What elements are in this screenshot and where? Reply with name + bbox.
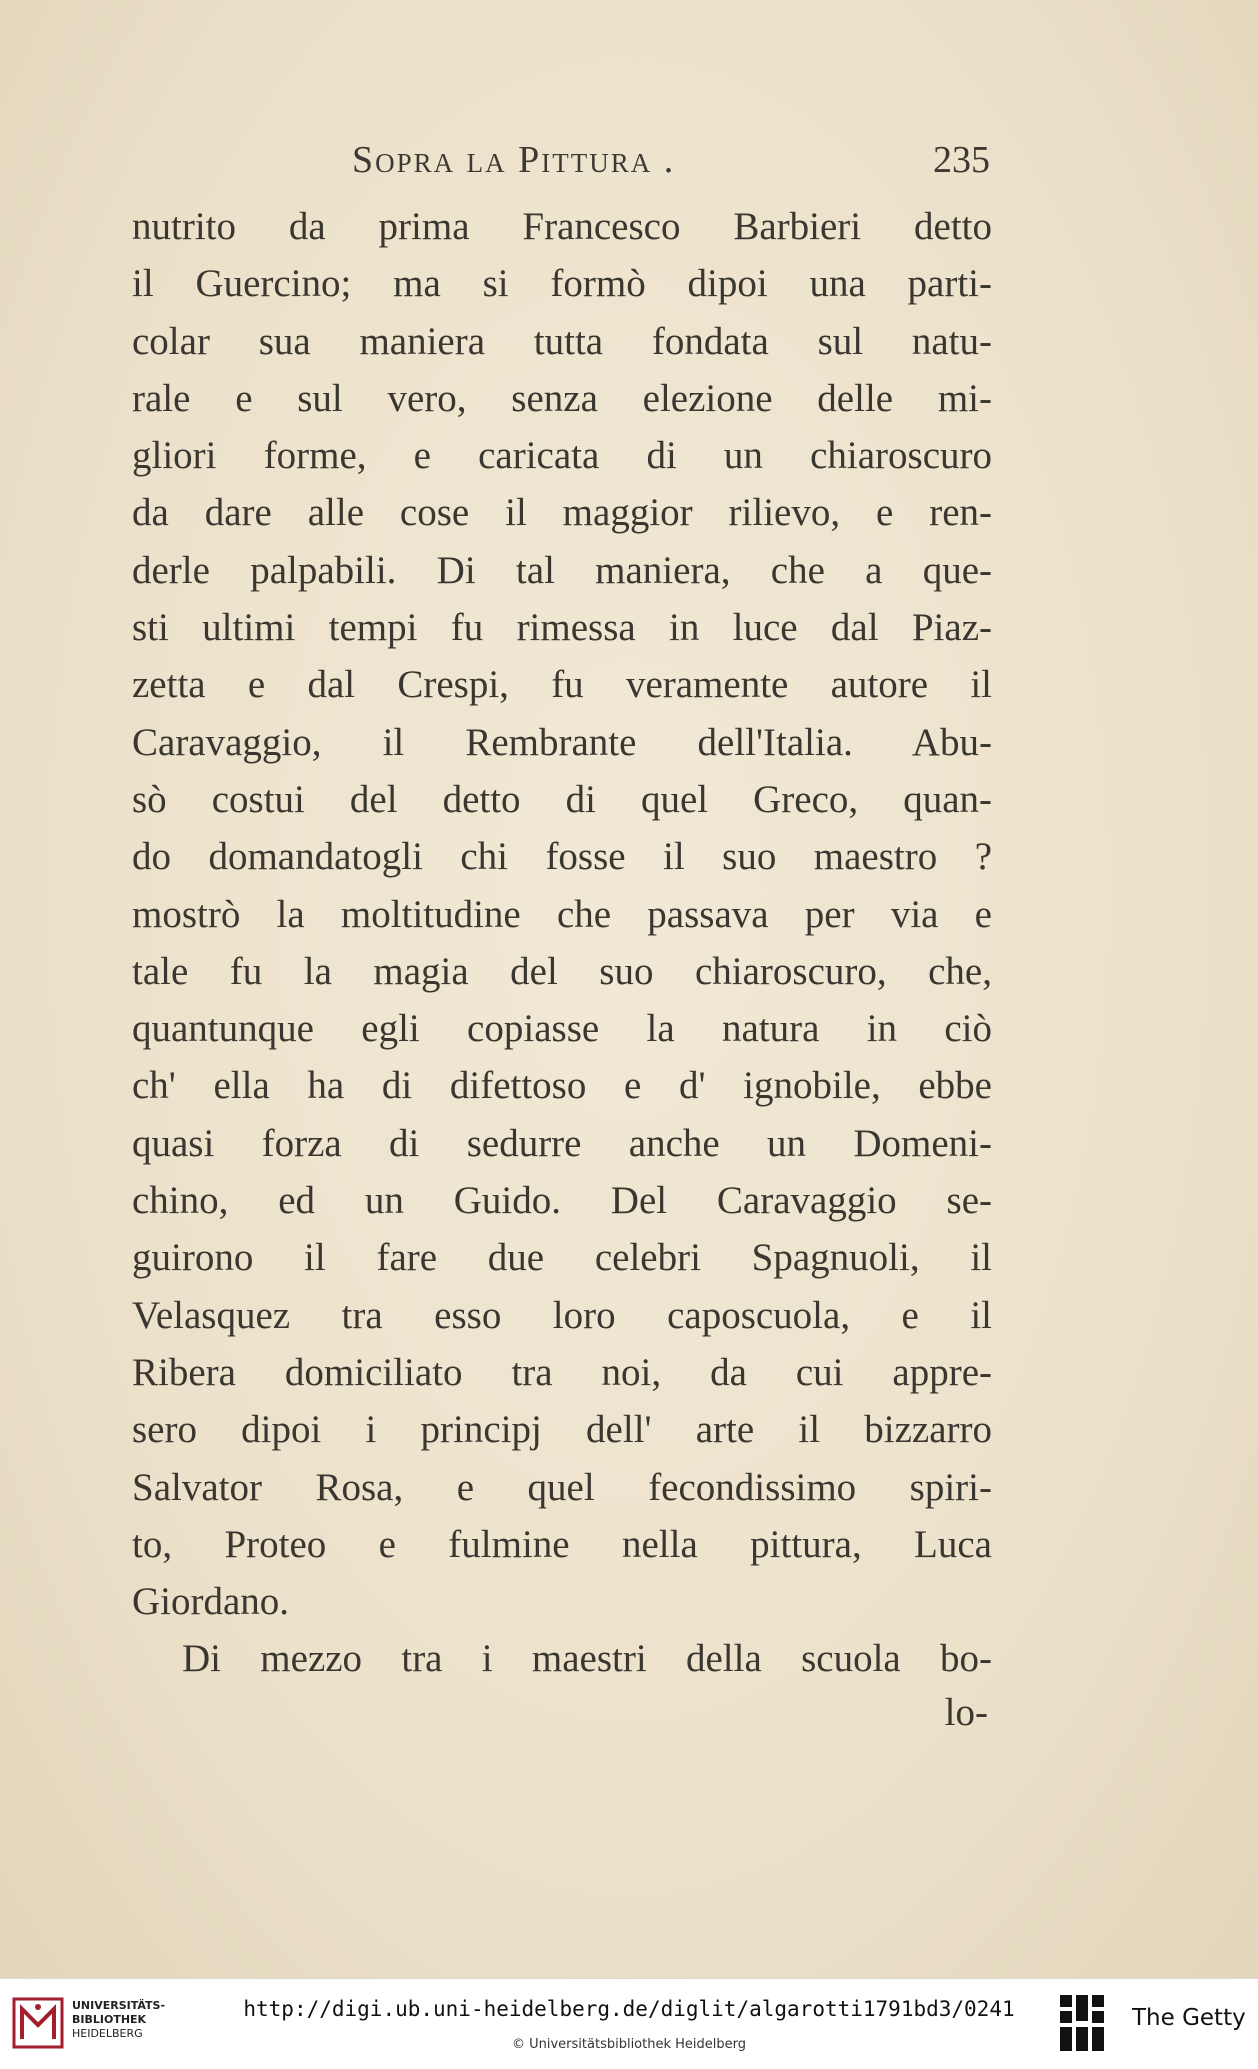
text-line: gliori forme, e caricata di un chiaroscuro bbox=[132, 434, 992, 478]
text-line: colar sua maniera tutta fondata sul natu- bbox=[132, 319, 992, 363]
text-line: derle palpabili. Di tal maniera, che a que- bbox=[132, 548, 992, 592]
footer-bar bbox=[0, 1978, 1258, 2069]
page-number: 235 bbox=[933, 139, 990, 181]
text-line: Ribera domiciliato tra noi, da cui appre- bbox=[132, 1350, 992, 1394]
page-header bbox=[130, 138, 1000, 190]
text-line: chino, ed un Guido. Del Caravaggio se- bbox=[132, 1179, 992, 1223]
partner-name: The Getty bbox=[1132, 2005, 1246, 2031]
text-line: quantunque egli copiasse la natura in ciò bbox=[132, 1007, 992, 1051]
text-line: ch' ella ha di difettoso e d' ignobile, ebbe bbox=[132, 1064, 992, 1108]
text-line: sero dipoi i principj dell' arte il bizzarro bbox=[132, 1408, 992, 1452]
body-text bbox=[132, 198, 992, 1688]
text-line-paragraph-end: Giordano. bbox=[132, 1580, 290, 1624]
getty-logo-icon[interactable] bbox=[1058, 1993, 1106, 2053]
text-line: quasi forza di sedurre anche un Domeni- bbox=[132, 1121, 992, 1165]
text-line: to, Proteo e fulmine nella pittura, Luca bbox=[132, 1522, 992, 1566]
text-line: Caravaggio, il Rembrante dell'Italia. Abu- bbox=[132, 720, 992, 764]
permalink-url[interactable]: http://digi.ub.uni-heidelberg.de/diglit/algarotti1791bd3/0241 bbox=[243, 1997, 1015, 2021]
text-line: rale e sul vero, senza elezione delle mi- bbox=[132, 376, 992, 420]
text-line: da dare alle cose il maggior rilievo, e ren- bbox=[132, 491, 992, 535]
text-line: nutrito da prima Francesco Barbieri detto bbox=[132, 205, 992, 248]
text-line: mostrò la moltitudine che passava per via e bbox=[132, 892, 992, 936]
running-title: Sopra la Pittura . bbox=[352, 139, 676, 181]
catchword: lo- bbox=[944, 1691, 988, 1734]
text-line: sò costui del detto di quel Greco, quan- bbox=[132, 777, 992, 821]
library-name-line: UNIVERSITÄTS- bbox=[72, 1999, 166, 2012]
text-line: Salvator Rosa, e quel fecondissimo spiri- bbox=[132, 1465, 992, 1509]
text-line: Velasquez tra esso loro caposcuola, e il bbox=[132, 1293, 992, 1337]
text-line: guirono il fare due celebri Spagnuoli, il bbox=[132, 1236, 992, 1280]
text-line: tale fu la magia del suo chiaroscuro, che, bbox=[132, 949, 992, 993]
text-line: do domandatogli chi fosse il suo maestro ? bbox=[132, 835, 992, 879]
text-line-paragraph-start: Di mezzo tra i maestri della scuola bo- bbox=[182, 1637, 992, 1681]
text-line: il Guercino; ma si formò dipoi una parti- bbox=[132, 262, 992, 306]
copyright-notice: © Universitätsbibliothek Heidelberg bbox=[511, 2037, 746, 2052]
text-line: sti ultimi tempi fu rimessa in luce dal Piaz- bbox=[132, 606, 992, 650]
library-name-line: BIBLIOTHEK bbox=[72, 2013, 147, 2026]
library-name-line: HEIDELBERG bbox=[72, 2027, 143, 2040]
text-line: zetta e dal Crespi, fu veramente autore il bbox=[132, 663, 992, 707]
